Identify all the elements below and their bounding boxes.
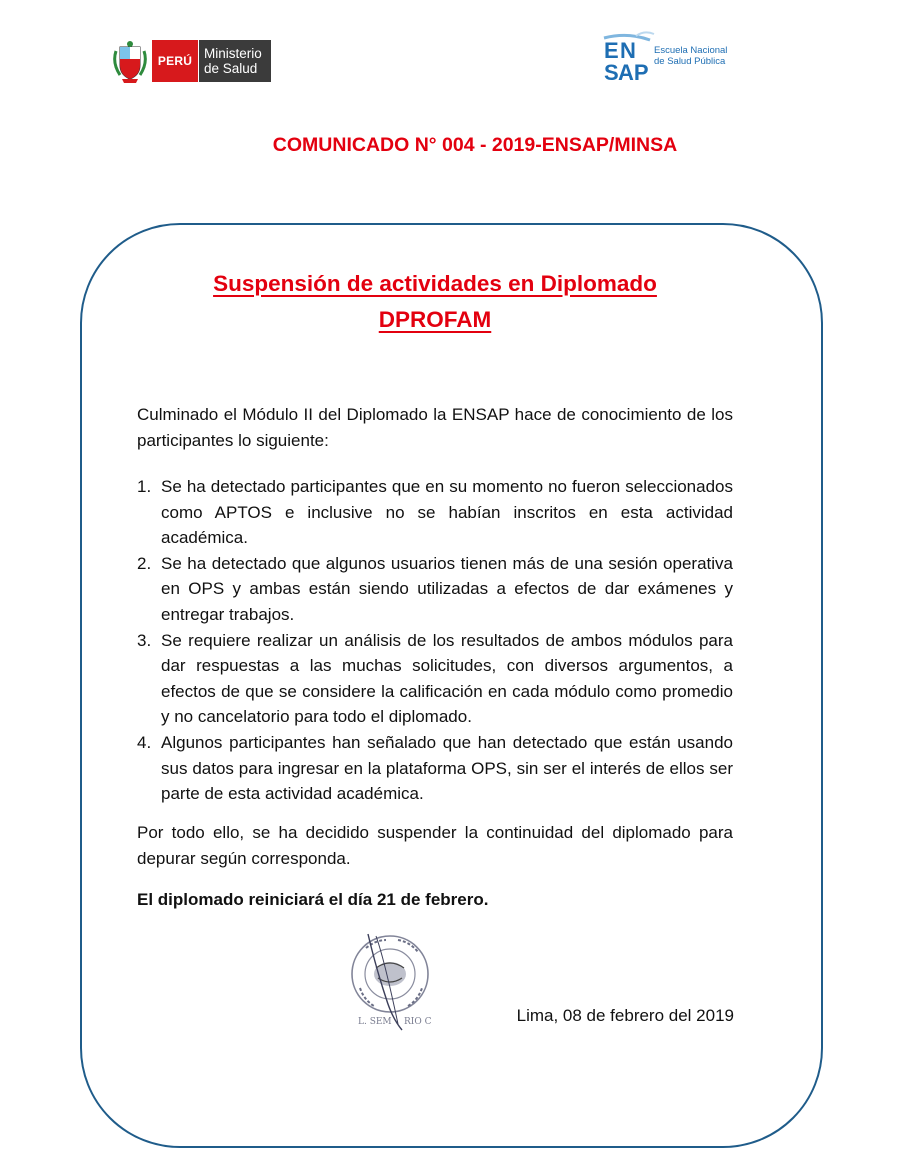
title-line1: Suspensión de actividades en Diplomado — [213, 271, 657, 296]
svg-text:L. SEM: L. SEM — [358, 1017, 392, 1027]
ministry-label — [198, 40, 271, 82]
svg-text:AP: AP — [618, 60, 649, 85]
list-item-number: 3. — [137, 630, 152, 650]
svg-text:E: E — [604, 38, 619, 63]
svg-text:N: N — [620, 38, 636, 63]
ministry-line1: Ministerio — [204, 46, 262, 61]
svg-text:S: S — [604, 60, 619, 85]
peru-label: PERÚ — [152, 40, 198, 82]
ensap-line2: de Salud Pública — [654, 56, 726, 67]
peru-coat-of-arms-icon — [112, 39, 148, 83]
intro-paragraph: Culminado el Módulo II del Diplomado la ENSAP hace de conocimiento de los participantes lo siguiente: — [137, 405, 733, 450]
svg-text:RIO C: RIO C — [404, 1017, 432, 1027]
list-item-number: 4. — [137, 732, 152, 752]
list-item-number: 1. — [137, 477, 152, 496]
closing-paragraph: Por todo ello, se ha decidido suspender la continuidad del diplomado para depurar según corresponda. — [137, 823, 733, 868]
list-item-text: Algunos participantes han señalado que han detectado que están usando sus datos para ingresar en la plataforma OPS, sin ser el interés de ellos ser parte de esta actividad académica. — [161, 732, 733, 804]
list-item — [137, 730, 733, 807]
title-line2: DPROFAM — [378, 307, 492, 332]
list-item-text: Se ha detectado que algunos usuarios tienen más de una sesión operativa en OPS y ambas están siendo utilizadas a efectos de dar exámenes y entregar trabajos. — [161, 553, 733, 624]
ensap-line1: Escuela Nacional — [654, 45, 728, 56]
document-title — [120, 266, 750, 338]
ensap-name — [654, 45, 727, 67]
list-item-text: Se requiere realizar un análisis de los resultados de ambos módulos para dar respuestas a las muchas solicitudes, con diversos argumentos, a efectos de que se considere la calificación en cada módulo como promedio y no cancelatorio para todo el diplomado. — [161, 630, 733, 727]
list-item — [137, 474, 733, 551]
list-item — [137, 628, 733, 730]
ministry-line2: de Salud — [204, 61, 258, 76]
minsa-logo — [112, 38, 271, 84]
findings-list — [137, 474, 733, 807]
list-item-number: 2. — [137, 553, 152, 573]
comunicado-number: COMUNICADO N° 004 - 2019-ENSAP/MINSA — [272, 134, 678, 156]
restart-notice: El diplomado reiniciará el día 21 de febrero. — [137, 890, 489, 909]
official-seal-stamp — [346, 928, 442, 1034]
list-item-text: Se ha detectado participantes que en su momento no fueron seleccionados como APTOS e inclusive no se habían inscritos en esta actividad académica. — [161, 477, 733, 548]
list-item — [137, 551, 733, 628]
date-line: Lima, 08 de febrero del 2019 — [516, 1006, 734, 1025]
